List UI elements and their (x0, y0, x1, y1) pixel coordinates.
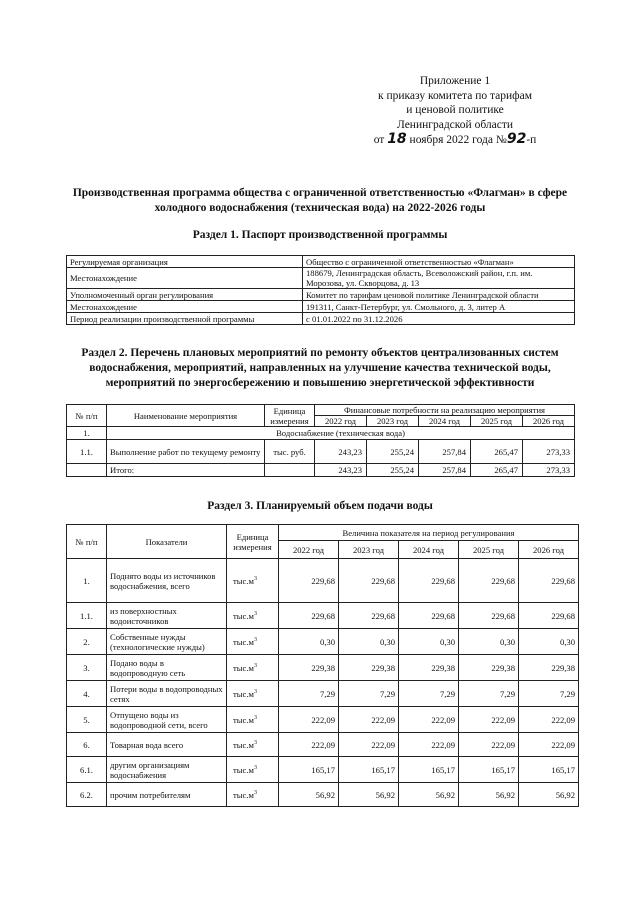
group-label: Водоснабжение (техническая вода) (107, 427, 575, 440)
col-indicator: Показатели (107, 525, 227, 559)
table-row (67, 681, 579, 707)
unit-sup: 3 (253, 575, 257, 582)
title-line: Раздел 2. Перечень плановых мероприятий по ремонту объектов централизованных систем (81, 347, 559, 359)
col-year: 2022 год (315, 416, 367, 427)
value-cell: 56,92 (279, 783, 339, 807)
date-rest: ноября 2022 года № (409, 134, 507, 146)
value-cell: 229,68 (339, 603, 399, 629)
value-cell: 0,30 (339, 629, 399, 655)
appendix-header (360, 74, 550, 148)
indicator-label: прочим потребителям (107, 783, 227, 807)
table-row (67, 440, 575, 464)
measure-unit: тыс. руб. (265, 440, 315, 464)
value-cell: 165,17 (279, 757, 339, 783)
unit-sup: 3 (253, 739, 257, 746)
total-value: 257,84 (419, 464, 471, 477)
section3-title: Раздел 3. Планируемый объем подачи воды (207, 500, 433, 512)
empty-cell (265, 464, 315, 477)
value-cell: 229,68 (399, 559, 459, 603)
value-cell: 222,09 (519, 733, 579, 757)
total-row (67, 464, 575, 477)
title-line: Производственная программа общества с ограниченной ответственностью «Флагман» в сфере (72, 187, 568, 199)
handwritten-day: 18 (387, 131, 407, 147)
table-row (67, 301, 575, 313)
unit-sup: 3 (253, 714, 257, 721)
value-cell: 229,68 (339, 559, 399, 603)
unit-cell (227, 783, 279, 807)
row-num: 3. (67, 655, 107, 681)
value-cell: 0,30 (459, 629, 519, 655)
unit-sup: 3 (253, 610, 257, 617)
measure-value: 257,84 (419, 440, 471, 464)
table-row (67, 603, 579, 629)
indicator-label: Товарная вода всего (107, 733, 227, 757)
unit-base: тыс.м (233, 789, 254, 800)
value-cell: 229,68 (399, 603, 459, 629)
unit-base: тыс.м (233, 610, 254, 621)
unit-cell (227, 629, 279, 655)
value-cell: 165,17 (459, 757, 519, 783)
handwritten-number: 92 (506, 131, 527, 147)
row-num: 6.1. (67, 757, 107, 783)
table-row (67, 256, 575, 268)
value-cell: 222,09 (339, 733, 399, 757)
appendix-line: к приказу комитета по тарифам (378, 89, 532, 102)
table-row (67, 707, 579, 733)
value-cell: 222,09 (339, 707, 399, 733)
value-cell: 229,38 (339, 655, 399, 681)
measure-name: Выполнение работ по текущему ремонту (107, 440, 265, 464)
value-cell: 229,68 (519, 559, 579, 603)
passport-label: Регулируемая организация (67, 256, 303, 268)
unit-cell (227, 559, 279, 603)
value-cell: 222,09 (399, 707, 459, 733)
total-value: 255,24 (367, 464, 419, 477)
total-label: Итого: (107, 464, 265, 477)
col-unit: Единица измерения (227, 525, 279, 559)
number-suffix: -п (526, 134, 537, 146)
unit-base: тыс.м (233, 739, 254, 750)
table-row (67, 289, 575, 301)
row-num: 6.2. (67, 783, 107, 807)
col-name: Наименование мероприятия (107, 405, 265, 427)
appendix-line: Ленинградской области (396, 118, 514, 131)
passport-label: Местонахождение (67, 268, 303, 289)
value-cell: 165,17 (339, 757, 399, 783)
value-cell: 165,17 (399, 757, 459, 783)
value-cell: 229,38 (399, 655, 459, 681)
passport-label: Период реализации производственной программы (67, 313, 303, 325)
value-cell: 222,09 (519, 707, 579, 733)
col-year: 2025 год (459, 541, 519, 559)
value-cell: 222,09 (279, 707, 339, 733)
indicator-label: Потери воды в водопроводных сетях (107, 681, 227, 707)
table-row (67, 629, 579, 655)
section1-title: Раздел 1. Паспорт производственной программы (192, 229, 448, 241)
indicator-label: другим организациям водоснабжения (107, 757, 227, 783)
value-cell: 222,09 (459, 733, 519, 757)
total-value: 243,23 (315, 464, 367, 477)
unit-base: тыс.м (233, 575, 254, 586)
table-header-row (67, 525, 579, 541)
indicator-label: Подано воды в водопроводную сеть (107, 655, 227, 681)
value-cell: 7,29 (459, 681, 519, 707)
table-row (67, 783, 579, 807)
unit-cell (227, 603, 279, 629)
col-unit: Единица измерения (265, 405, 315, 427)
value-cell: 56,92 (519, 783, 579, 807)
indicator-label: из поверхностных водоисточников (107, 603, 227, 629)
value-cell: 56,92 (459, 783, 519, 807)
measure-value: 243,23 (315, 440, 367, 464)
document-title (70, 186, 570, 216)
unit-cell (227, 681, 279, 707)
title-line: водоснабжения, мероприятий, направленных на улучшение качества технической воды, (89, 362, 551, 374)
appendix-line: Приложение 1 (419, 75, 491, 87)
col-num: № п/п (67, 525, 107, 559)
passport-label: Местонахождение (67, 301, 303, 313)
measures-table (66, 404, 575, 477)
unit-sup: 3 (253, 662, 257, 669)
col-group: Величина показателя на период регулирования (279, 525, 579, 541)
unit-sup: 3 (253, 688, 257, 695)
row-num: 6. (67, 733, 107, 757)
title-line: холодного водоснабжения (техническая вода) на 2022-2026 годы (154, 202, 486, 214)
passport-label: Уполномоченный орган регулирования (67, 289, 303, 301)
value-cell: 229,68 (459, 559, 519, 603)
table-row (67, 427, 575, 440)
value-cell: 229,68 (519, 603, 579, 629)
value-cell: 56,92 (339, 783, 399, 807)
order-date-line (360, 132, 550, 148)
value-cell: 0,30 (279, 629, 339, 655)
value-cell: 222,09 (399, 733, 459, 757)
row-num: 1.1. (67, 440, 107, 464)
title-line: мероприятий по энергосбережению и повышению энергетической эффективности (105, 377, 535, 389)
measure-value: 255,24 (367, 440, 419, 464)
table-row (67, 268, 575, 289)
col-year: 2026 год (523, 416, 575, 427)
row-num: 1.1. (67, 603, 107, 629)
passport-value: 188679, Ленинградская область, Всеволожский район, г.п. им. Морозова, ул. Скворцова, д. 13 (303, 268, 575, 289)
value-cell: 7,29 (279, 681, 339, 707)
passport-value: с 01.01.2022 по 31.12.2026 (303, 313, 575, 325)
table-header-row (67, 405, 575, 416)
unit-base: тыс.м (233, 688, 254, 699)
unit-sup: 3 (253, 764, 257, 771)
row-num: 2. (67, 629, 107, 655)
unit-base: тыс.м (233, 764, 254, 775)
table-row (67, 733, 579, 757)
measure-value: 265,47 (471, 440, 523, 464)
unit-sup: 3 (253, 636, 257, 643)
value-cell: 229,68 (279, 603, 339, 629)
indicator-label: Собственные нужды (технологические нужды) (107, 629, 227, 655)
row-num: 4. (67, 681, 107, 707)
unit-cell (227, 655, 279, 681)
value-cell: 229,68 (279, 559, 339, 603)
col-group: Финансовые потребности на реализацию мероприятия (315, 405, 575, 416)
value-cell: 165,17 (519, 757, 579, 783)
table-row (67, 313, 575, 325)
appendix-line: и ценовой политике (406, 104, 504, 116)
value-cell: 229,38 (519, 655, 579, 681)
value-cell: 7,29 (519, 681, 579, 707)
col-year: 2024 год (399, 541, 459, 559)
passport-value: Комитет по тарифам ценовой политике Ленинградской области (303, 289, 575, 301)
table-row (67, 655, 579, 681)
section2-title (70, 346, 570, 391)
col-num: № п/п (67, 405, 107, 427)
unit-sup: 3 (253, 789, 257, 796)
empty-cell (67, 464, 107, 477)
unit-base: тыс.м (233, 662, 254, 673)
value-cell: 222,09 (459, 707, 519, 733)
unit-base: тыс.м (233, 714, 254, 725)
unit-base: тыс.м (233, 636, 254, 647)
water-supply-table (66, 524, 579, 807)
date-prefix: от (373, 134, 385, 146)
col-year: 2024 год (419, 416, 471, 427)
value-cell: 229,38 (279, 655, 339, 681)
value-cell: 229,38 (459, 655, 519, 681)
value-cell: 229,68 (459, 603, 519, 629)
measure-value: 273,33 (523, 440, 575, 464)
passport-value: 191311, Санкт-Петербург, ул. Смольного, д. 3, литер А (303, 301, 575, 313)
table-row (67, 757, 579, 783)
passport-value: Общество с ограниченной ответственностью «Флагман» (303, 256, 575, 268)
row-num: 5. (67, 707, 107, 733)
total-value: 265,47 (471, 464, 523, 477)
unit-cell (227, 757, 279, 783)
col-year: 2023 год (339, 541, 399, 559)
row-num: 1. (67, 427, 107, 440)
unit-cell (227, 733, 279, 757)
value-cell: 0,30 (519, 629, 579, 655)
value-cell: 222,09 (279, 733, 339, 757)
table-row (67, 559, 579, 603)
value-cell: 7,29 (339, 681, 399, 707)
indicator-label: Отпущено воды из водопроводной сети, всего (107, 707, 227, 733)
passport-table (66, 255, 575, 325)
unit-cell (227, 707, 279, 733)
col-year: 2022 год (279, 541, 339, 559)
indicator-label: Поднято воды из источников водоснабжения, всего (107, 559, 227, 603)
col-year: 2023 год (367, 416, 419, 427)
value-cell: 56,92 (399, 783, 459, 807)
row-num: 1. (67, 559, 107, 603)
value-cell: 0,30 (399, 629, 459, 655)
col-year: 2026 год (519, 541, 579, 559)
total-value: 273,33 (523, 464, 575, 477)
value-cell: 7,29 (399, 681, 459, 707)
col-year: 2025 год (471, 416, 523, 427)
